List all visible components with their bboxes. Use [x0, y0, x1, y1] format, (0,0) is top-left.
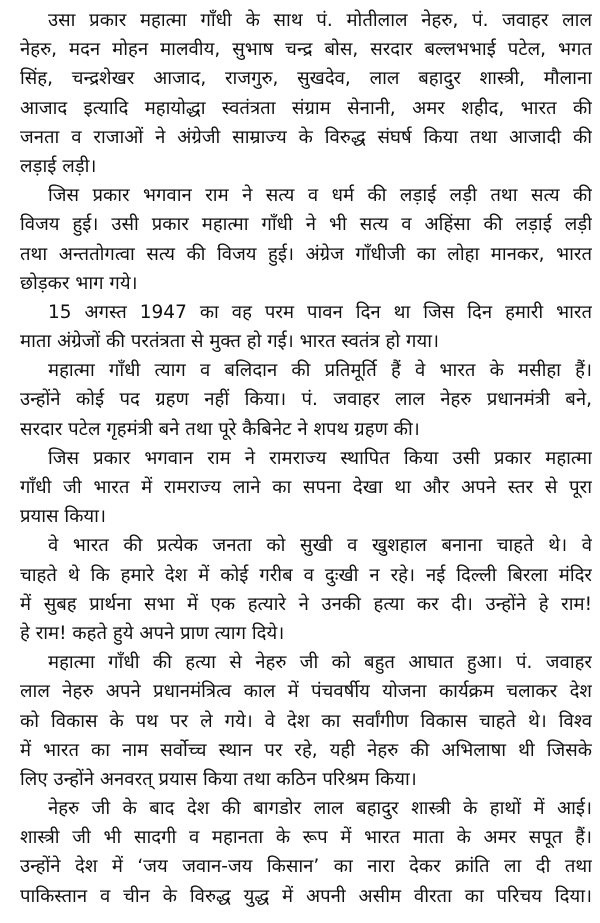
paragraph: [20, 531, 592, 648]
text-line: विजय हुई। उसी प्रकार महात्मा गाँधी ने भी सत्य व अहिंसा की लड़ाई लड़ी: [20, 214, 592, 236]
text-line: लाल नेहरु अपने प्रधानमंत्रित्व काल में पंचवर्षीय योजना कार्यक्रम चलाकर देश: [20, 681, 592, 703]
text-line: जनता व राजाओं ने अंग्रेजी साम्राज्य के विरुद्ध संघर्ष किया तथा आजादी की: [20, 126, 592, 148]
text-line: सिंह, चन्द्रशेखर आजाद, राजगुरु, सुखदेव, लाल बहादुर शास्त्री, मौलाना: [20, 68, 592, 90]
paragraph: [20, 356, 592, 444]
text-line: जिस प्रकार भगवान राम ने सत्य व धर्म की लड़ाई लड़ी तथा सत्य की: [48, 185, 592, 207]
text-line: हे राम! कहते हुये अपने प्राण त्याग दिये।: [20, 622, 285, 644]
text-line: उन्होंने देश में ‘जय जवान-जय किसान’ का नारा देकर क्रांति ला दी तथा: [20, 856, 592, 878]
text-line: आजाद इत्यादि महायोद्धा स्वतंत्रता संग्राम सेनानी, अमर शहीद, भारत की: [20, 97, 592, 119]
paragraph: [20, 298, 592, 356]
text-line: सरदार पटेल गृहमंत्री बने तथा पूरे कैबिनेट ने शपथ ग्रहण की।: [20, 418, 420, 440]
paragraph: [20, 181, 592, 298]
paragraph: [20, 444, 592, 532]
text-line: महात्मा गाँधी की हत्या से नेहरु जी को बहुत आघात हुआ। पं. जवाहर: [48, 652, 592, 674]
paragraph: [20, 6, 592, 181]
text-line: छोड़कर भाग गये।: [20, 272, 138, 294]
text-line: पाकिस्तान व चीन के विरुद्ध युद्ध में अपनी असीम वीरता का परिचय दिया।: [20, 885, 592, 907]
paragraph: [20, 648, 592, 794]
text-line: 15 अगस्त 1947 का वह परम पावन दिन था जिस दिन हमारी भारत: [48, 301, 592, 323]
document-page: [20, 6, 592, 911]
text-line: नेहरु जी के बाद देश की बागडोर लाल बहादुर शास्त्री के हाथों में आई।: [48, 798, 592, 820]
text-line: में भारत का नाम सर्वोच्च स्थान पर रहे, यही नेहरु की अभिलाषा थी जिसके: [20, 739, 592, 761]
text-line: गाँधी जी भारत में रामराज्य लाने का सपना देखा था और अपने स्तर से पूरा: [20, 477, 592, 498]
text-line: महात्मा गाँधी त्याग व बलिदान की प्रतिमूर्ति हैं वे भारत के मसीहा हैं।: [48, 360, 592, 382]
text-line: माता अंग्रेजों की परतंत्रता से मुक्त हो गई। भारत स्वतंत्र हो गया।: [20, 331, 440, 353]
text-line: नेहरु, मदन मोहन मालवीय, सुभाष चन्द्र बोस, सरदार बल्लभभाई पटेल, भगत: [20, 39, 592, 61]
text-line: उन्होंने कोई पद ग्रहण नहीं किया। पं. जवाहर लाल नेहरु प्रधानमंत्री बने,: [20, 389, 592, 411]
text-line: में सुबह प्रार्थना सभा में एक हत्यारे ने उनकी हत्या कर दी। उन्होंने हे राम!: [20, 593, 592, 615]
text-line: वे भारत की प्रत्येक जनता को सुखी व खुशहाल बनाना चाहते थे। वे: [48, 535, 592, 557]
text-line: लिए उन्होंने अनवरत् प्रयास किया तथा कठिन परिश्रम किया।: [20, 768, 417, 790]
text-line: प्रयास किया।: [20, 506, 106, 528]
text-line: लड़ाई लड़ी।: [20, 155, 97, 177]
text-line: चाहते थे कि हमारे देश में कोई गरीब व दुःखी न रहे। नई दिल्ली बिरला मंदिर: [20, 564, 592, 586]
text-line: उसा प्रकार महात्मा गाँधी के साथ पं. मोतीलाल नेहरु, पं. जवाहर लाल: [48, 10, 592, 31]
text-line: शास्त्री जी भी सादगी व महानता के रूप में भारत माता के अमर सपूत हैं।: [20, 827, 592, 849]
text-line: तथा अन्ततोगत्वा सत्य की विजय हुई। अंग्रेज गाँधीजी का लोहा मानकर, भारत: [20, 243, 592, 265]
paragraph: [20, 794, 592, 911]
text-line: जिस प्रकार भगवान राम ने रामराज्य स्थापित किया उसी प्रकार महात्मा: [48, 447, 592, 469]
text-line: को विकास के पथ पर ले गये। वे देश का सर्वांगीण विकास चाहते थे। विश्व: [20, 710, 592, 732]
